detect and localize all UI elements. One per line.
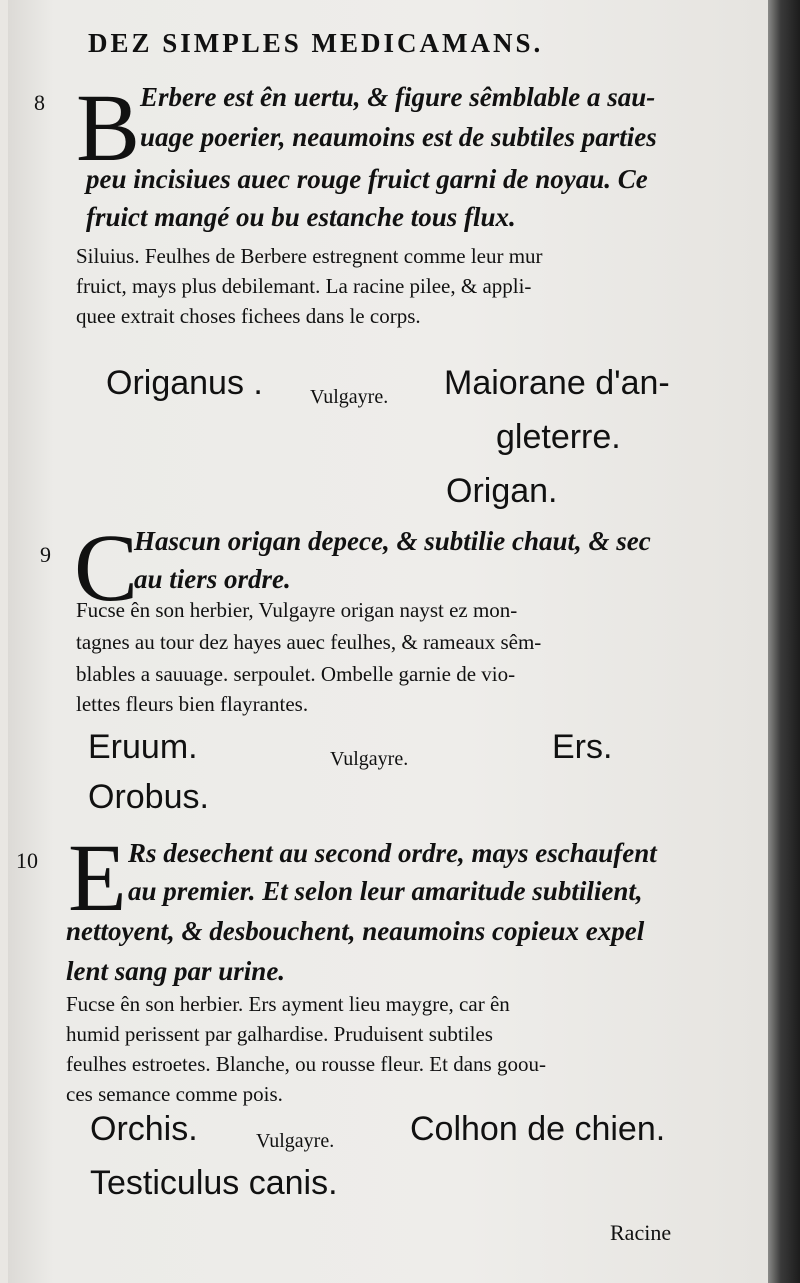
entry10-roman-line-2: humid perissent par galhardise. Pruduisent subtiles [66, 1022, 493, 1046]
entry10-roman-line-4: ces semance comme pois. [66, 1082, 283, 1106]
running-header: DEZ SIMPLES MEDICAMANS. [88, 28, 544, 58]
entry9-italic-line-2: au tiers ordre. [134, 564, 291, 594]
entry-number-9: 9 [40, 542, 51, 567]
entry10-italic-line-4: lent sang par urine. [66, 956, 286, 986]
heading-origanus: Origanus . [106, 364, 263, 402]
entry-number-10: 10 [16, 848, 38, 873]
heading-origanus-vulgayre: Vulgayre. [310, 386, 389, 408]
heading-origanus-french-3: Origan. [446, 472, 558, 510]
entry9-roman-line-2: tagnes au tour dez hayes auec feulhes, & rameaux sêm- [76, 630, 542, 654]
entry8-italic-line-2: uage poerier, neaumoins est de subtiles parties [140, 122, 657, 152]
catchword: Racine [610, 1220, 672, 1245]
entry9-roman-line-1: Fucse ên son herbier, Vulgayre origan nayst ez mon- [76, 598, 518, 622]
entry8-roman-line-3: quee extrait choses fichees dans le corps. [76, 304, 421, 328]
entry9-roman-line-4: lettes fleurs bien flayrantes. [76, 692, 309, 716]
heading-orchis-vulgayre: Vulgayre. [256, 1130, 335, 1152]
entry8-italic-line-1: Erbere est ên uertu, & figure sêmblable a sau- [140, 82, 656, 112]
heading-ers: Ers. [552, 728, 613, 766]
entry8-roman-line-1: Siluius. Feulhes de Berbere estregnent comme leur mur [76, 244, 543, 268]
entry10-italic-line-3: nettoyent, & desbouchent, neaumoins copieux expel [66, 916, 645, 946]
entry10-roman-line-1: Fucse ên son herbier. Ers ayment lieu maygre, car ên [66, 992, 510, 1016]
page-gutter [768, 0, 800, 1283]
entry9-italic-line-1: Hascun origan depece, & subtilie chaut, & sec [134, 526, 651, 556]
entry8-roman-line-2: fruict, mays plus debilemant. La racine pilee, & appli- [76, 274, 532, 298]
entry9-roman-line-3: blables a sauuage. serpoulet. Ombelle garnie de vio- [76, 662, 516, 686]
heading-orchis: Orchis. [90, 1110, 198, 1148]
entry-number-8: 8 [34, 90, 45, 115]
heading-eruum-vulgayre: Vulgayre. [330, 748, 409, 770]
entry10-italic-line-2: au premier. Et selon leur amaritude subtilient, [128, 876, 643, 906]
heading-origanus-french-1: Maiorane d'an- [444, 364, 670, 402]
entry10-italic-line-1: Rs desechent au second ordre, mays eschaufent [128, 838, 657, 868]
heading-eruum: Eruum. [88, 728, 198, 766]
heading-origanus-french-2: gleterre. [496, 418, 621, 456]
heading-testiculus-canis: Testiculus canis. [90, 1164, 338, 1202]
entry8-italic-line-4: fruict mangé ou bu estanche tous flux. [86, 202, 516, 232]
heading-colhon-de-chien: Colhon de chien. [410, 1110, 666, 1148]
drop-cap-b: B [76, 74, 141, 181]
entry8-italic-line-3: peu incisiues auec rouge fruict garni de noyau. Ce [86, 164, 648, 194]
drop-cap-e: E [68, 824, 127, 931]
drop-cap-c: C [74, 514, 139, 621]
heading-orobus: Orobus. [88, 778, 209, 816]
entry10-roman-line-3: feulhes estroetes. Blanche, ou rousse fleur. Et dans goou- [66, 1052, 546, 1076]
